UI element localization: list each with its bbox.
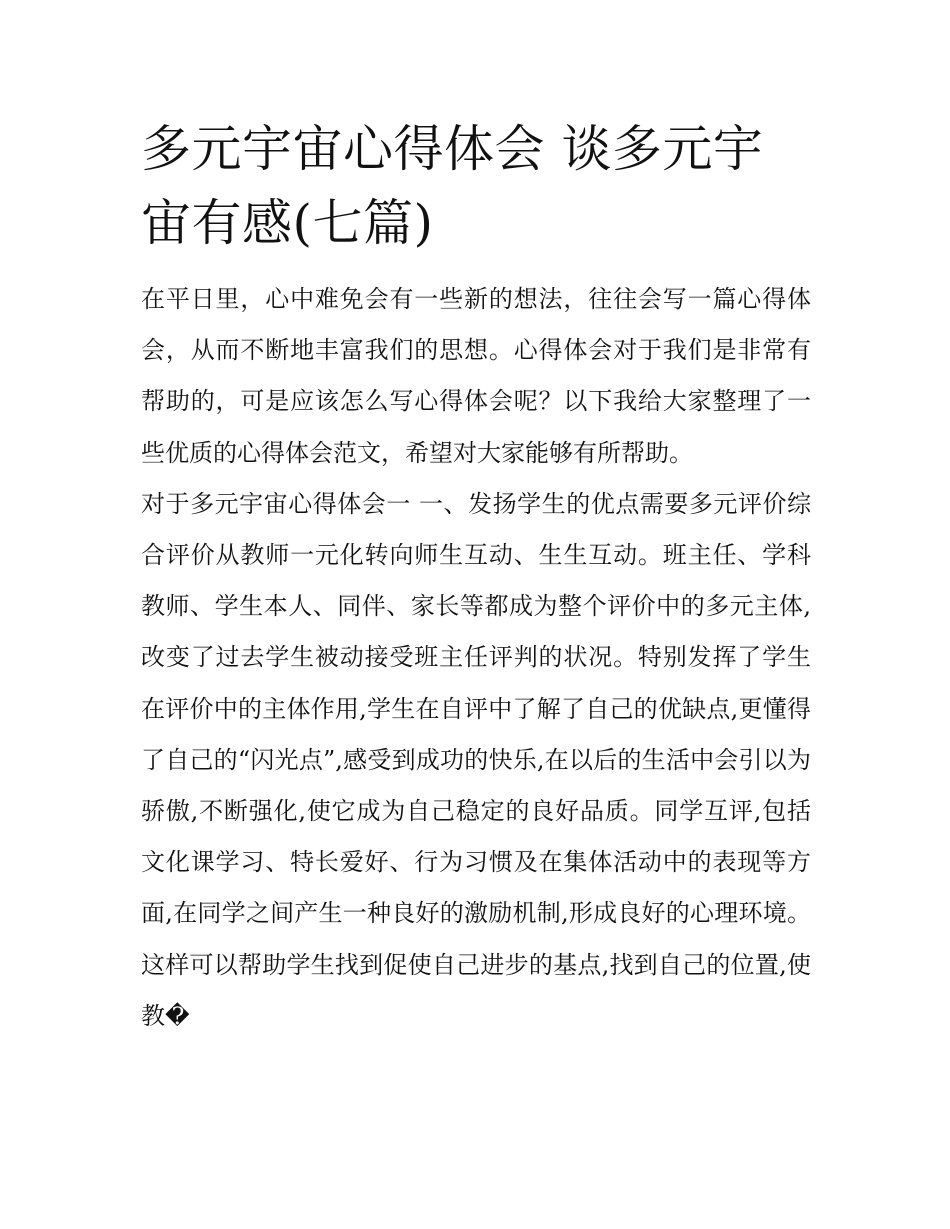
- document-title: 多元宇宙心得体会 谈多元宇宙有感(七篇): [141, 120, 764, 252]
- intro-paragraph: 在平日里，心中难免会有一些新的想法，往往会写一篇心得体会，从而不断地丰富我们的思想。心得体会对于我们是非常有帮助的，可是应该怎么写心得体会呢？以下我给大家整理了一些优质的心得体会范文，希望对大家能够有所帮助。: [141, 285, 811, 467]
- body-paragraph: 对于多元宇宙心得体会一 一、发扬学生的优点需要多元评价综合评价从教师一元化转向师生互动、生生互动。班主任、学科教师、学生本人、同伴、家长等都成为整个评价中的多元主体,改变了过去学生被动接受班主任评判的状况。特别发挥了学生在评价中的主体作用,学生在自评中了解了自己的优缺点,更懂得了自己的“闪光点”,感受到成功的快乐,在以后的生活中会引以为骄傲,不断强化,使它成为自己稳定的良好品质。同学互评,包括文化课学习、特长爱好、行为习惯及在集体活动中的表现等方面,在同学之间产生一种良好的激励机制,形成良好的心理环境。这样可以帮助学生找到促使自己进步的基点,找到自己的位置,使教�: [141, 489, 811, 1030]
- document-body: [141, 112, 811, 1042]
